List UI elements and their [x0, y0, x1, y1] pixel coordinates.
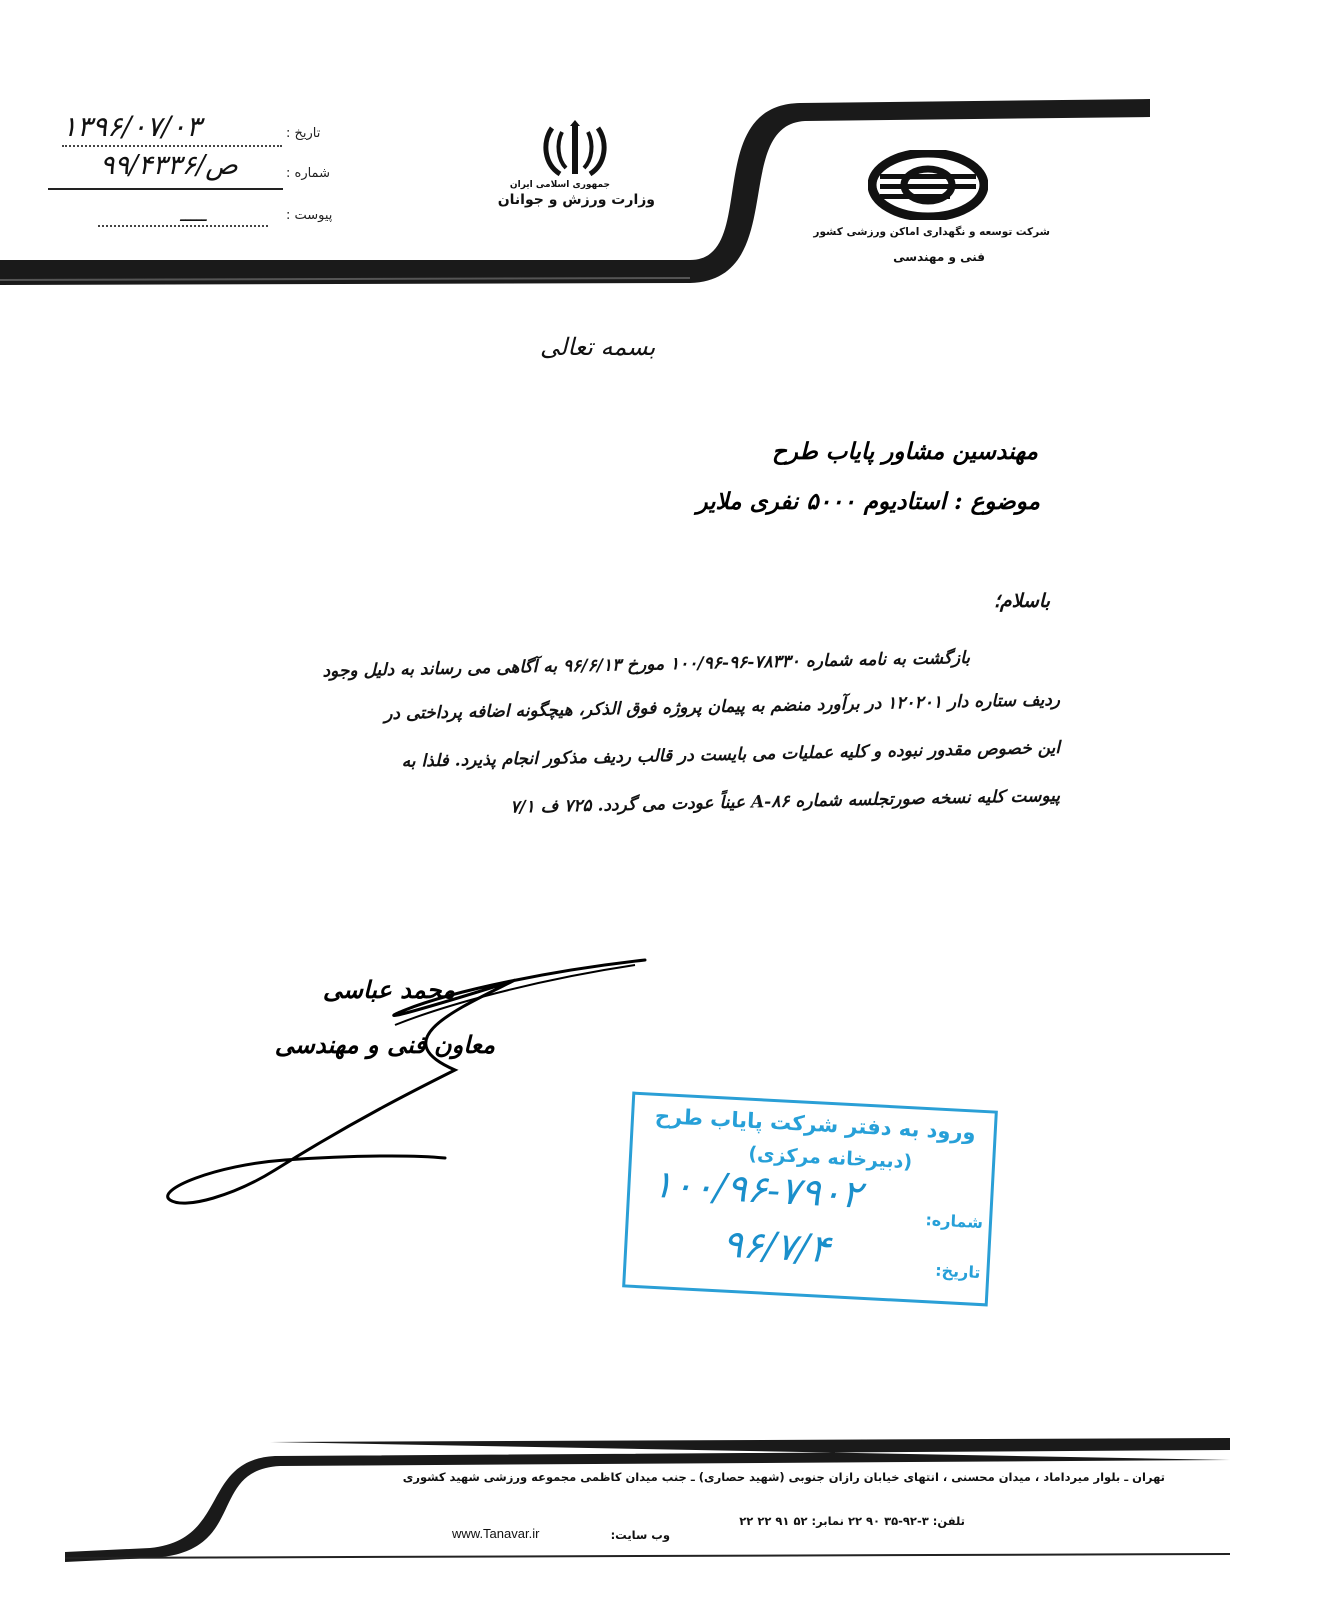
footer-band-graphic: [0, 1430, 1335, 1605]
signatory-name: محمد عباسی: [322, 975, 455, 1004]
handwritten-signature-icon: [155, 950, 665, 1220]
footer-phone: تلفن: ۳-۹۲-۳۵ ۹۰ ۲۲ نمابر: ۵۲ ۹۱ ۲۲ ۲۲: [739, 1514, 965, 1528]
company-department: فنی و مهندسی: [893, 250, 985, 264]
footer-website-label: وب سایت:: [610, 1528, 670, 1542]
footer-website[interactable]: www.Tanavar.ir: [452, 1526, 540, 1541]
ministry-country: جمهوری اسلامی ایران: [509, 180, 610, 190]
greeting: باسلام؛: [993, 590, 1050, 612]
attachment-value: ـــــ: [180, 205, 207, 226]
company-logo-icon: [868, 150, 988, 220]
attachment-underline: [98, 225, 268, 227]
body-line-3: این خصوص مقدور نبوده و کلیه عملیات می بایست در قالب ردیف مذکور انجام پذیرد. فلذا به: [401, 738, 1061, 772]
date-value: ۱۳۹۶/۰۷/۰۳: [62, 110, 202, 143]
body-line-1: بازگشت به نامه شماره ۷۸۳۳۰-۹۶-۱۰۰/۹۶ مورخ ۹۶/۶/۱۳ به آگاهی می رساند به دلیل وجود: [322, 648, 971, 682]
signatory-title: معاون فنی و مهندسی: [274, 1030, 495, 1059]
date-underline: [62, 145, 282, 147]
body-line-2: ردیف ستاره دار ۱۲۰۲۰۱ در برآورد منضم به پیمان پروژه فوق الذکر، هیچگونه اضافه پرداختی در: [384, 690, 1061, 725]
stamp-date-label: تاریخ:: [934, 1260, 981, 1283]
subject: موضوع : استادیوم ۵۰۰۰ نفری ملایر: [696, 488, 1040, 515]
receipt-stamp: [622, 1092, 998, 1307]
stamp-line-1: ورود به دفتر شرکت پایاب طرح: [654, 1103, 977, 1145]
body-line-4: پیوست کلیه نسخه صورتجلسه شماره ۸۶-A عیناً عودت می گردد. ۷۲۵ ف ۷/۱: [510, 786, 1061, 818]
stamp-line-2: (دبیرخانه مرکزی): [747, 1142, 913, 1174]
number-underline: [48, 188, 283, 190]
attachment-label: پیوست :: [286, 208, 333, 223]
company-name: شرکت توسعه و نگهداری اماکن ورزشی کشور: [813, 226, 1050, 238]
footer-address: تهران ـ بلوار میرداماد ، میدان محسنی ، انتهای خیابان رازان جنوبی (شهید حصاری) ـ جنب میدان کاظمی مجموعه ورزشی شهید کشوری: [402, 1470, 1165, 1484]
basmala: بسمه تعالی: [540, 333, 656, 361]
iran-emblem-icon: [540, 120, 610, 180]
number-label: شماره :: [286, 166, 330, 181]
number-value: ۹۹/۴۳۳۶/ص: [100, 150, 238, 181]
stamp-number-label: شماره:: [925, 1210, 984, 1233]
stamp-number-value: ۱۰۰/۹۶-۷۹۰۲: [651, 1161, 863, 1217]
recipient: مهندسین مشاور پایاب طرح: [771, 438, 1038, 465]
stamp-date-value: ۹۶/۷/۴: [721, 1221, 831, 1272]
date-label: تاریخ :: [286, 126, 321, 141]
ministry-name: وزارت ورزش و جوانان: [497, 192, 655, 208]
